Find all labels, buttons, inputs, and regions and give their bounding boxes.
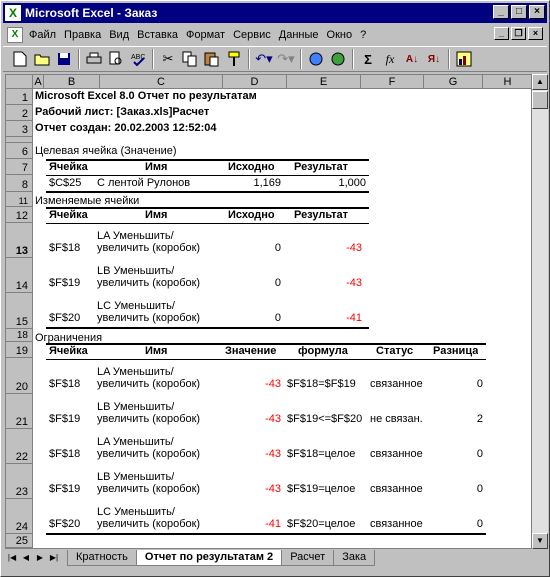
function-icon[interactable]: fx — [385, 51, 395, 66]
changing-name-1b[interactable]: увеличить (коробок) — [97, 242, 201, 254]
doc-restore-button[interactable]: ❐ — [511, 27, 526, 40]
constraints-header-formula[interactable]: формула — [298, 345, 348, 357]
cut-icon[interactable]: ✂ — [162, 51, 174, 66]
next-sheet-icon[interactable]: ▶ — [36, 553, 44, 562]
changing-name-2b[interactable]: увеличить (коробок) — [97, 277, 201, 289]
open-icon[interactable] — [31, 48, 53, 70]
row-header-6[interactable]: 6 — [6, 143, 33, 159]
doc-close-button[interactable]: × — [528, 27, 543, 40]
column-header-e[interactable]: E — [287, 75, 361, 89]
save-icon[interactable] — [53, 48, 75, 70]
svg-text:ABC: ABC — [131, 54, 146, 61]
row-header-21[interactable]: 21 — [6, 394, 33, 429]
constraint-formula-4[interactable]: $F$19=целое — [287, 483, 356, 495]
close-button[interactable]: × — [529, 5, 545, 19]
doc-minimize-button[interactable]: _ — [494, 27, 509, 40]
constraint-status-1[interactable]: связанное — [370, 378, 423, 390]
constraints-header-status[interactable]: Статус — [376, 345, 414, 357]
autosum-icon[interactable]: Σ — [364, 51, 372, 67]
new-icon[interactable] — [9, 48, 31, 70]
menu-window[interactable]: Окно — [326, 28, 353, 41]
constraint-name-5b[interactable]: увеличить (коробок) — [97, 518, 201, 530]
row-header-25[interactable]: 25 — [6, 534, 33, 548]
row-header-1[interactable]: 1 — [6, 89, 33, 105]
constraint-name-1a[interactable]: LA Уменьшить/ — [97, 366, 174, 378]
column-header-g[interactable]: G — [424, 75, 483, 89]
constraints-header-cell[interactable]: Ячейка — [49, 345, 88, 357]
excel-app-icon[interactable]: X — [5, 5, 21, 21]
standard-toolbar — [3, 46, 547, 72]
constraint-cell-5[interactable]: $F$20 — [49, 518, 81, 530]
scroll-down-arrow-icon[interactable]: ▼ — [532, 533, 548, 549]
changing-header-name[interactable]: Имя — [145, 209, 168, 221]
target-cell[interactable]: $C$25 — [49, 177, 82, 189]
menu-bar — [3, 25, 547, 44]
menu-help[interactable]: ? — [360, 28, 367, 41]
row-header-18[interactable]: 18 — [6, 329, 33, 342]
changing-header-result[interactable]: Результат — [294, 209, 349, 221]
menu-edit[interactable]: Правка — [64, 28, 102, 41]
constraints-header-value[interactable]: Значение — [225, 345, 277, 357]
target-initial[interactable]: 1,169 — [253, 177, 281, 189]
row-header-20[interactable]: 20 — [6, 358, 33, 394]
constraint-status-3[interactable]: связанное — [370, 448, 423, 460]
chart-wizard-icon[interactable] — [453, 48, 475, 70]
undo-icon[interactable]: ↶▾ — [255, 51, 273, 66]
last-sheet-icon[interactable]: ▶| — [49, 553, 59, 562]
web-toolbar-icon[interactable] — [327, 48, 349, 70]
sort-desc-icon[interactable]: Я↓ — [427, 53, 441, 65]
target-header-name[interactable]: Имя — [145, 161, 168, 173]
menu-data[interactable]: Данные — [278, 28, 319, 41]
constraint-value-1[interactable]: -43 — [265, 378, 281, 390]
changing-result-2[interactable]: -43 — [346, 277, 362, 289]
worksheet-grid[interactable] — [5, 74, 532, 549]
format-painter-icon[interactable] — [223, 48, 245, 70]
row-header-14[interactable]: 14 — [6, 258, 33, 293]
target-heading[interactable]: Целевая ячейка (Значение) — [35, 145, 177, 157]
report-created[interactable]: Отчет создан: 20.02.2003 12:52:04 — [35, 122, 217, 134]
changing-name-1a[interactable]: LA Уменьшить/ — [97, 230, 174, 242]
row-header-11[interactable]: 11 — [6, 192, 33, 207]
tab-report-2[interactable]: Отчет по результатам 2 — [136, 550, 282, 566]
target-name[interactable]: С лентой Рулонов — [97, 177, 191, 189]
scroll-thumb[interactable] — [532, 91, 548, 109]
row-header-7[interactable]: 7 — [6, 159, 33, 175]
constraint-diff-4[interactable]: 0 — [476, 483, 483, 495]
changing-header-cell[interactable]: Ячейка — [49, 209, 88, 221]
constraint-formula-2[interactable]: $F$19<=$F$20 — [287, 413, 363, 425]
changing-heading[interactable]: Изменяемые ячейки — [35, 195, 140, 207]
menu-format[interactable]: Формат — [186, 28, 226, 41]
changing-result-3[interactable]: -41 — [346, 312, 362, 324]
row-header-24[interactable]: 24 — [6, 499, 33, 534]
row-header-23[interactable]: 23 — [6, 464, 33, 499]
constraints-heading[interactable]: Ограничения — [35, 332, 103, 344]
print-icon[interactable] — [83, 48, 105, 70]
row-header-2[interactable]: 2 — [6, 105, 33, 121]
tab-kratnost[interactable]: Кратность — [67, 550, 137, 566]
constraint-cell-4[interactable]: $F$19 — [49, 483, 81, 495]
tab-raschet[interactable]: Расчет — [281, 550, 334, 566]
constraint-cell-3[interactable]: $F$18 — [49, 448, 81, 460]
changing-initial-2[interactable]: 0 — [274, 277, 281, 289]
report-title[interactable]: Microsoft Excel 8.0 Отчет по результатам — [35, 90, 257, 102]
target-result[interactable]: 1,000 — [338, 177, 366, 189]
constraint-status-2[interactable]: не связан. — [370, 413, 423, 425]
constraint-status-4[interactable]: связанное — [370, 483, 423, 495]
minimize-button[interactable]: _ — [493, 5, 509, 19]
paste-icon[interactable] — [201, 48, 223, 70]
menu-tools[interactable]: Сервис — [233, 28, 271, 41]
print-preview-icon[interactable] — [105, 48, 127, 70]
changing-name-3a[interactable]: LC Уменьшить/ — [97, 300, 175, 312]
menu-file[interactable]: Файл — [29, 28, 57, 41]
constraint-name-2b[interactable]: увеличить (коробок) — [97, 413, 201, 425]
workbook-icon[interactable]: X — [7, 27, 23, 43]
constraint-formula-5[interactable]: $F$20=целое — [287, 518, 356, 530]
constraint-formula-3[interactable]: $F$18=целое — [287, 448, 356, 460]
changing-result-1[interactable]: -43 — [346, 242, 362, 254]
constraint-diff-3[interactable]: 0 — [476, 448, 483, 460]
maximize-button[interactable]: □ — [511, 5, 527, 19]
changing-cell-1[interactable]: $F$18 — [49, 242, 81, 254]
changing-header-initial[interactable]: Исходно — [228, 209, 275, 221]
row-header-13[interactable]: 13 — [6, 223, 33, 258]
prev-sheet-icon[interactable]: ◀ — [22, 553, 30, 562]
menu-insert[interactable]: Вставка — [137, 28, 179, 41]
redo-icon[interactable]: ↷▾ — [277, 51, 295, 66]
constraint-formula-1[interactable]: $F$18=$F$19 — [287, 378, 356, 390]
target-header-cell[interactable]: Ячейка — [49, 161, 88, 173]
constraint-value-5[interactable]: -41 — [265, 518, 281, 530]
constraints-header-diff[interactable]: Разница — [433, 345, 479, 357]
sheet-tab-bar — [5, 549, 548, 567]
changing-cell-3[interactable]: $F$20 — [49, 312, 81, 324]
constraints-header-name[interactable]: Имя — [145, 345, 168, 357]
hyperlink-icon[interactable] — [305, 48, 327, 70]
constraint-cell-1[interactable]: $F$18 — [49, 378, 81, 390]
changing-initial-3[interactable]: 0 — [274, 312, 281, 324]
constraint-value-2[interactable]: -43 — [265, 413, 281, 425]
scroll-up-arrow-icon[interactable]: ▲ — [532, 74, 548, 90]
row-header-19[interactable]: 19 — [6, 342, 33, 358]
column-header-c[interactable]: C — [100, 75, 223, 89]
constraint-diff-5[interactable]: 0 — [476, 518, 483, 530]
constraint-name-3b[interactable]: увеличить (коробок) — [97, 448, 201, 460]
constraint-name-3a[interactable]: LA Уменьшить/ — [97, 436, 174, 448]
target-header-initial[interactable]: Исходно — [228, 161, 275, 173]
first-sheet-icon[interactable]: |◀ — [7, 553, 17, 562]
report-sheet[interactable]: Рабочий лист: [Заказ.xls]Расчет — [35, 106, 210, 118]
select-all-corner[interactable] — [6, 75, 33, 89]
constraint-name-2a[interactable]: LB Уменьшить/ — [97, 401, 175, 413]
changing-initial-1[interactable]: 0 — [274, 242, 281, 254]
constraint-cell-2[interactable]: $F$19 — [49, 413, 81, 425]
constraint-name-5a[interactable]: LC Уменьшить/ — [97, 506, 175, 518]
row-header-22[interactable]: 22 — [6, 429, 33, 464]
constraint-value-4[interactable]: -43 — [265, 483, 281, 495]
row-header-12[interactable]: 12 — [6, 207, 33, 223]
tab-zakaz[interactable]: Зака — [333, 550, 375, 566]
constraint-status-5[interactable]: связанное — [370, 518, 423, 530]
changing-cell-2[interactable]: $F$19 — [49, 277, 81, 289]
vertical-scrollbar[interactable] — [532, 74, 548, 549]
column-header-h[interactable]: H — [483, 75, 532, 89]
target-header-result[interactable]: Результат — [294, 161, 349, 173]
column-header-b[interactable]: B — [44, 75, 100, 89]
constraint-name-1b[interactable]: увеличить (коробок) — [97, 378, 201, 390]
changing-name-3b[interactable]: увеличить (коробок) — [97, 312, 201, 324]
copy-icon[interactable] — [179, 48, 201, 70]
constraint-diff-1[interactable]: 0 — [476, 378, 483, 390]
changing-name-2a[interactable]: LB Уменьшить/ — [97, 265, 175, 277]
constraint-value-3[interactable]: -43 — [265, 448, 281, 460]
spelling-icon[interactable] — [127, 48, 149, 70]
column-header-d[interactable]: D — [223, 75, 287, 89]
column-headers — [6, 75, 532, 89]
constraint-diff-2[interactable]: 2 — [476, 413, 483, 425]
constraint-name-4b[interactable]: увеличить (коробок) — [97, 483, 201, 495]
sort-asc-icon[interactable]: A↓ — [405, 53, 419, 65]
menu-view[interactable]: Вид — [109, 28, 130, 41]
window-title: Microsoft Excel - Заказ — [25, 6, 158, 20]
constraint-name-4a[interactable]: LB Уменьшить/ — [97, 471, 175, 483]
row-header-15[interactable]: 15 — [6, 293, 33, 329]
column-header-a[interactable]: A — [33, 75, 44, 89]
column-header-f[interactable]: F — [361, 75, 424, 89]
row-header-3[interactable]: 3 — [6, 121, 33, 137]
title-bar — [3, 3, 547, 23]
row-header-8[interactable]: 8 — [6, 175, 33, 192]
